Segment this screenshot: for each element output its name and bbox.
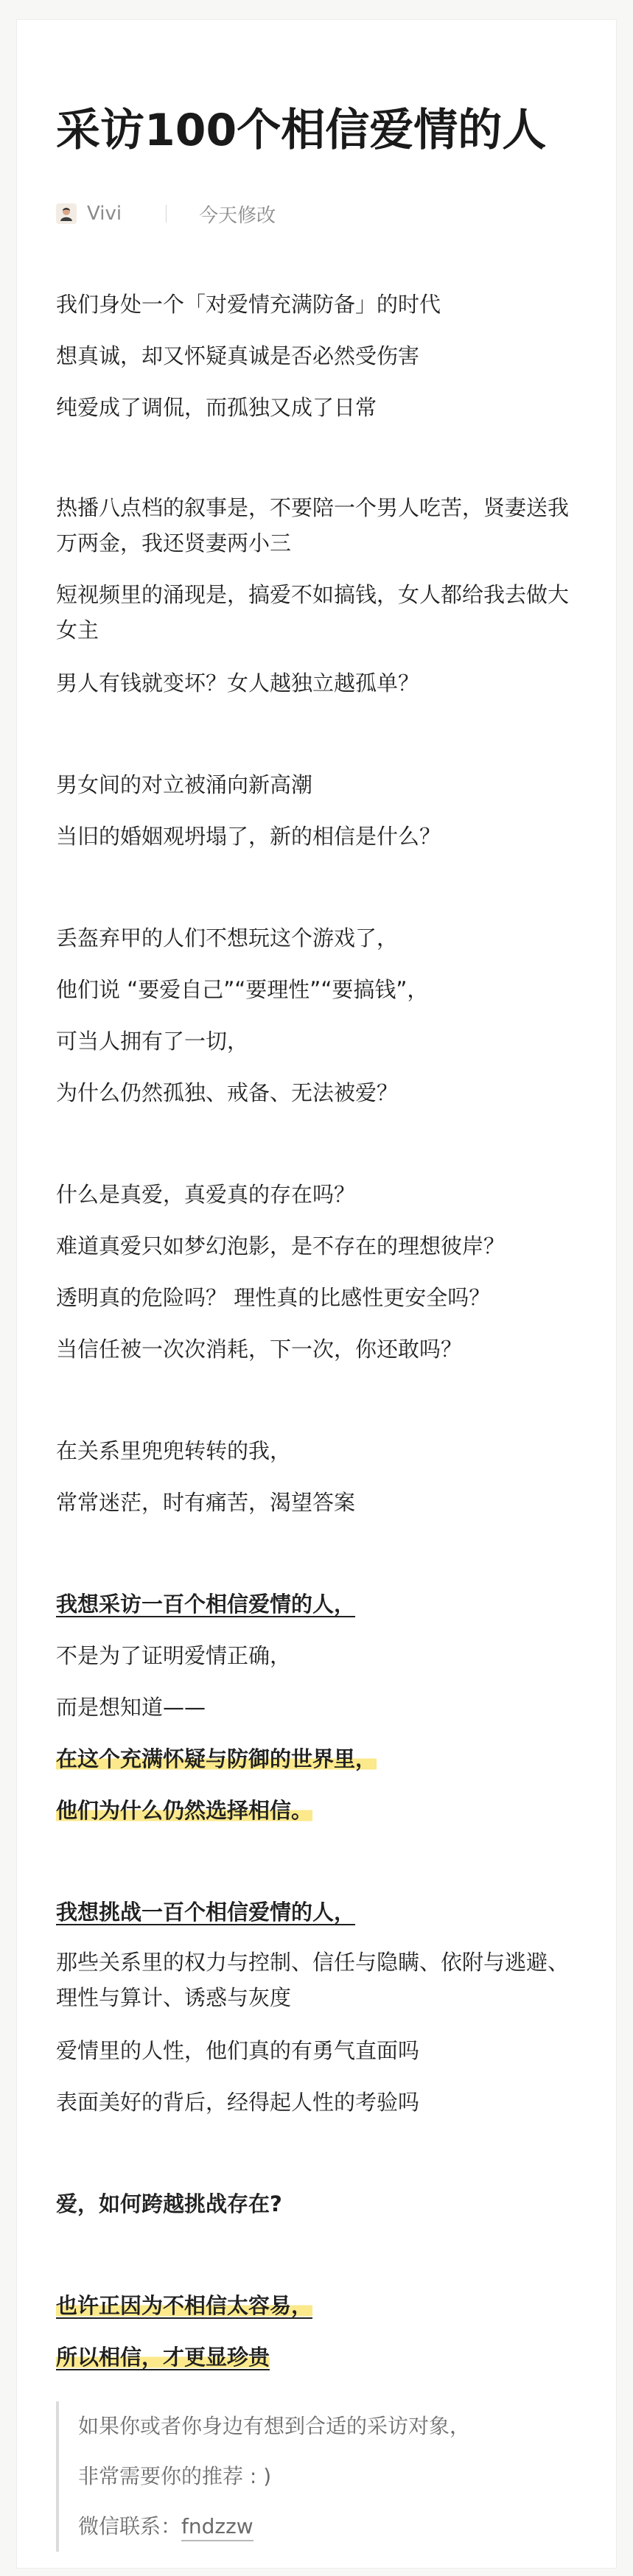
spacer [56, 2233, 579, 2283]
quote-line: 非常需要你的推荐 : ) [78, 2464, 272, 2488]
paragraph: 短视频里的涌现是，搞爱不如搞钱，女人都给我去做大女主 [56, 582, 570, 643]
paragraph: 丢盔弃甲的人们不想玩这个游戏了， [56, 925, 399, 951]
contact-quote [56, 2401, 579, 2552]
paragraph: 为什么仍然孤独、戒备、无法被爱？ [56, 1080, 399, 1105]
paragraph: 热播八点档的叙事是，不要陪一个男人吃苦，贤妻送我万两金，我还贤妻两小三 [56, 495, 570, 556]
highlight-line [56, 1788, 579, 1833]
paragraph: 我们身处一个「对爱情充满防备」的时代 [56, 292, 441, 317]
highlight-text: 在这个充满怀疑与防御的世界里， [56, 1746, 377, 1771]
contact-line [78, 2502, 579, 2552]
highlight-text: 也许正因为不相信太容易， [56, 2293, 313, 2318]
paragraph: 什么是真爱，真爱真的存在吗？ [56, 1182, 356, 1207]
wechat-id-link[interactable]: fndzzw [181, 2514, 253, 2541]
spacer [56, 1532, 579, 1582]
article-meta [56, 195, 276, 232]
paragraph: 透明真的危险吗？ 理性真的比感性更安全吗？ [56, 1285, 491, 1310]
section-heading [56, 1890, 579, 1934]
paragraph: 纯爱成了调侃，而孤独又成了日常 [56, 395, 377, 420]
highlight-text: 所以相信，才更显珍贵 [56, 2345, 270, 2370]
bold-question: 爱，如何跨越挑战存在? [56, 2191, 282, 2216]
avatar-icon[interactable] [56, 203, 77, 224]
paragraph: 那些关系里的权力与控制、信任与隐瞒、依附与逃避、理性与算计、诱惑与灰度 [56, 1950, 570, 2010]
paragraph: 在关系里兜兜转转的我， [56, 1438, 292, 1463]
article-title: 采访100个相信爱情的人 [56, 105, 547, 156]
quote-line: 如果你或者你身边有想到合适的采访对象， [78, 2414, 471, 2438]
paragraph: 不是为了证明爱情正确， [56, 1643, 292, 1668]
paragraph: 男人有钱就变坏？女人越独立越孤单？ [56, 671, 420, 696]
article-card [16, 19, 617, 2569]
section-heading-text: 我想采访一百个相信爱情的人， [56, 1592, 356, 1617]
paragraph: 而是想知道—— [56, 1695, 206, 1720]
paragraph: 想真诚，却又怀疑真诚是否必然受伤害 [56, 343, 420, 368]
contact-label: 微信联系： [78, 2514, 182, 2538]
paragraph: 当信任被一次次消耗，下一次，你还敢吗？ [56, 1337, 463, 1362]
paragraph: 可当人拥有了一切， [56, 1029, 249, 1054]
author-name[interactable]: Vivi [87, 203, 122, 225]
spacer [56, 1379, 579, 1429]
modified-time: 今天修改 [199, 204, 276, 227]
spacer [56, 437, 579, 487]
paragraph: 爱情里的人性，他们真的有勇气直面吗 [56, 2038, 420, 2063]
section-heading [56, 1582, 579, 1626]
spacer [56, 1122, 579, 1172]
highlight-line [56, 1737, 579, 1781]
spacer [56, 1840, 579, 1890]
paragraph: 男女间的对立被涌向新高潮 [56, 772, 313, 797]
paragraph: 他们说 “要爱自己”“要理性”“要搞钱”， [56, 977, 429, 1002]
meta-divider [166, 205, 167, 223]
paragraph: 当旧的婚姻观坍塌了，新的相信是什么？ [56, 824, 441, 849]
highlight-line [56, 2283, 579, 2328]
spacer [56, 866, 579, 916]
paragraph: 表面美好的背后，经得起人性的考验吗 [56, 2090, 420, 2115]
highlight-text: 他们为什么仍然选择相信。 [56, 1798, 313, 1823]
spacer [56, 713, 579, 763]
paragraph: 常常迷茫，时有痛苦，渴望答案 [56, 1490, 356, 1515]
article-body [56, 282, 579, 2552]
spacer [56, 2132, 579, 2182]
paragraph: 难道真爱只如梦幻泡影，是不存在的理想彼岸？ [56, 1233, 506, 1259]
highlight-line [56, 2335, 579, 2379]
section-heading-text: 我想挑战一百个相信爱情的人， [56, 1900, 356, 1925]
